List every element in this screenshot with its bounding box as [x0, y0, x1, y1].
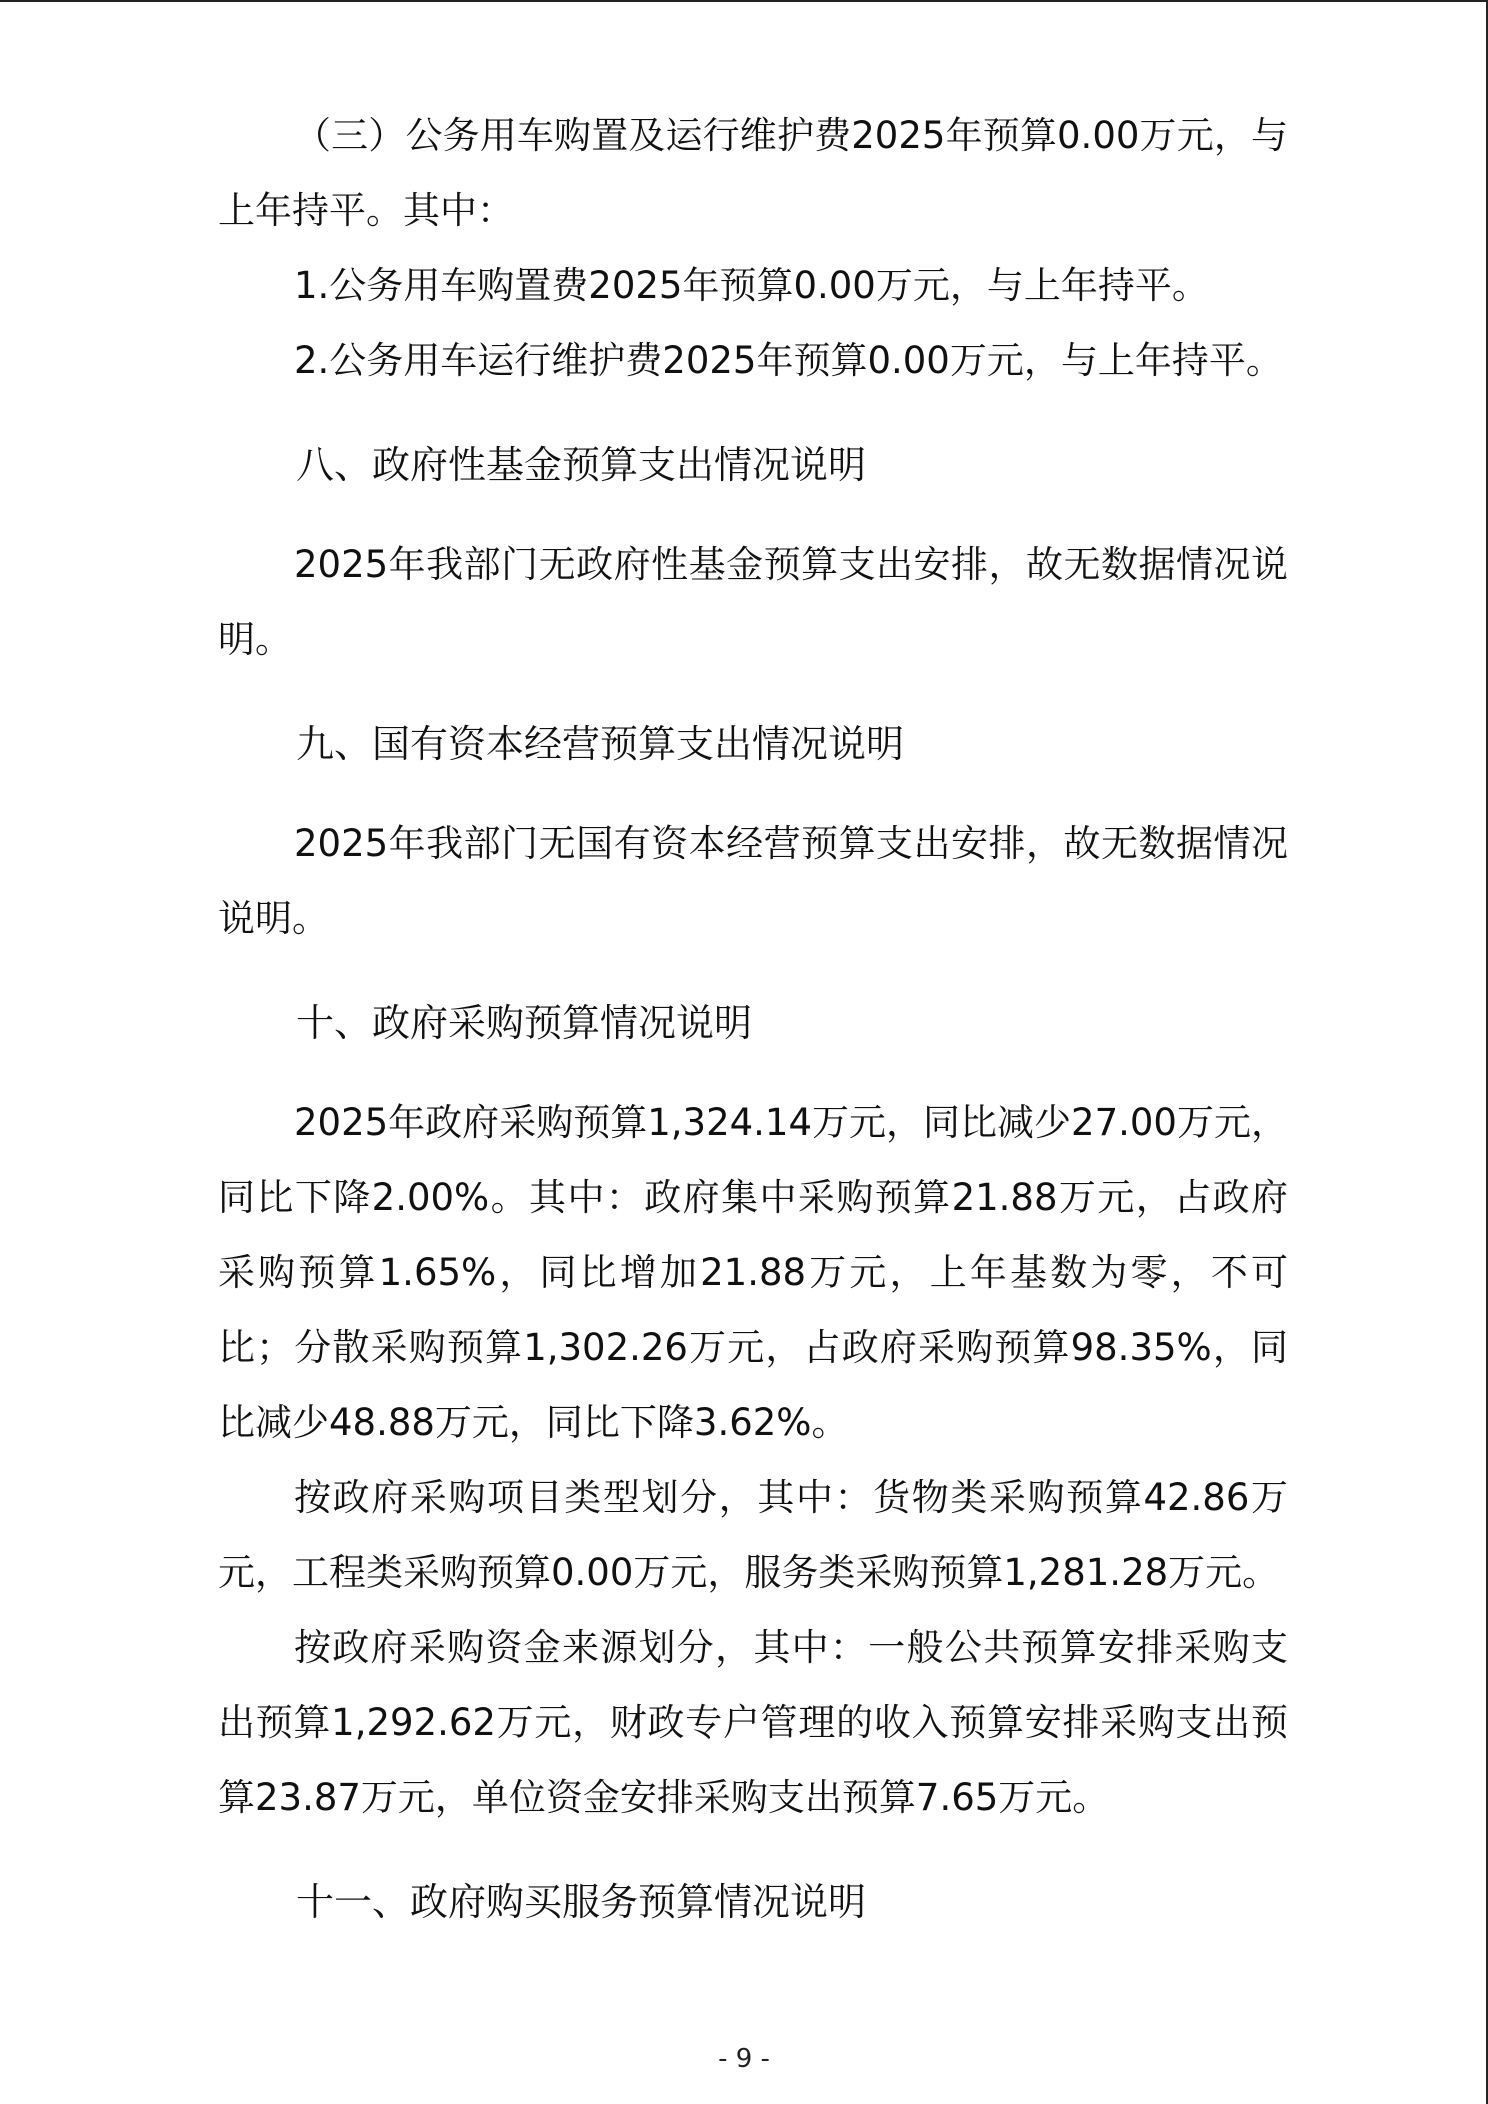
- paragraph-section-8: 2025年我部门无政府性基金预算支出安排，故无数据情况说明。: [218, 543, 1288, 661]
- paragraph-procurement-by-source: 按政府采购资金来源划分，其中：一般公共预算安排采购支出预算1,292.62万元，财政专户管理的收入预算安排采购支出预算23.87万元，单位资金安排采购支出预算7.65万元。: [218, 1626, 1288, 1819]
- paragraph-section-9: 2025年我部门无国有资本经营预算支出安排，故无数据情况说明。: [218, 822, 1288, 940]
- section-heading-9: 九、国有资本经营预算支出情况说明: [296, 722, 905, 766]
- page-content: [218, 98, 1288, 1940]
- page-number: - 9 -: [718, 2044, 770, 2074]
- section-heading-11: 十一、政府购买服务预算情况说明: [296, 1880, 867, 1924]
- list-item-vehicle-purchase: 1.公务用车购置费2025年预算0.00万元，与上年持平。: [294, 264, 1209, 307]
- paragraph-procurement-by-type: 按政府采购项目类型划分，其中：货物类采购预算42.86万元，工程类采购预算0.00万元，服务类采购预算1,281.28万元。: [218, 1476, 1288, 1594]
- section-heading-8: 八、政府性基金预算支出情况说明: [296, 443, 867, 487]
- section-heading-10: 十、政府采购预算情况说明: [296, 1001, 753, 1045]
- paragraph-procurement-summary: 2025年政府采购预算1,324.14万元，同比减少27.00万元，同比下降2.00%。其中：政府集中采购预算21.88万元，占政府采购预算1.65%，同比增加21.88万元，上年基数为零，不可比；分散采购预算1,302.26万元，占政府采购预算98.35%，同比减少48.88万元，同比下降3.62%。: [218, 1101, 1288, 1444]
- list-item-vehicle-maintenance: 2.公务用车运行维护费2025年预算0.00万元，与上年持平。: [294, 339, 1283, 382]
- paragraph-vehicle-intro: （三）公务用车购置及运行维护费2025年预算0.00万元，与上年持平。其中：: [218, 114, 1288, 232]
